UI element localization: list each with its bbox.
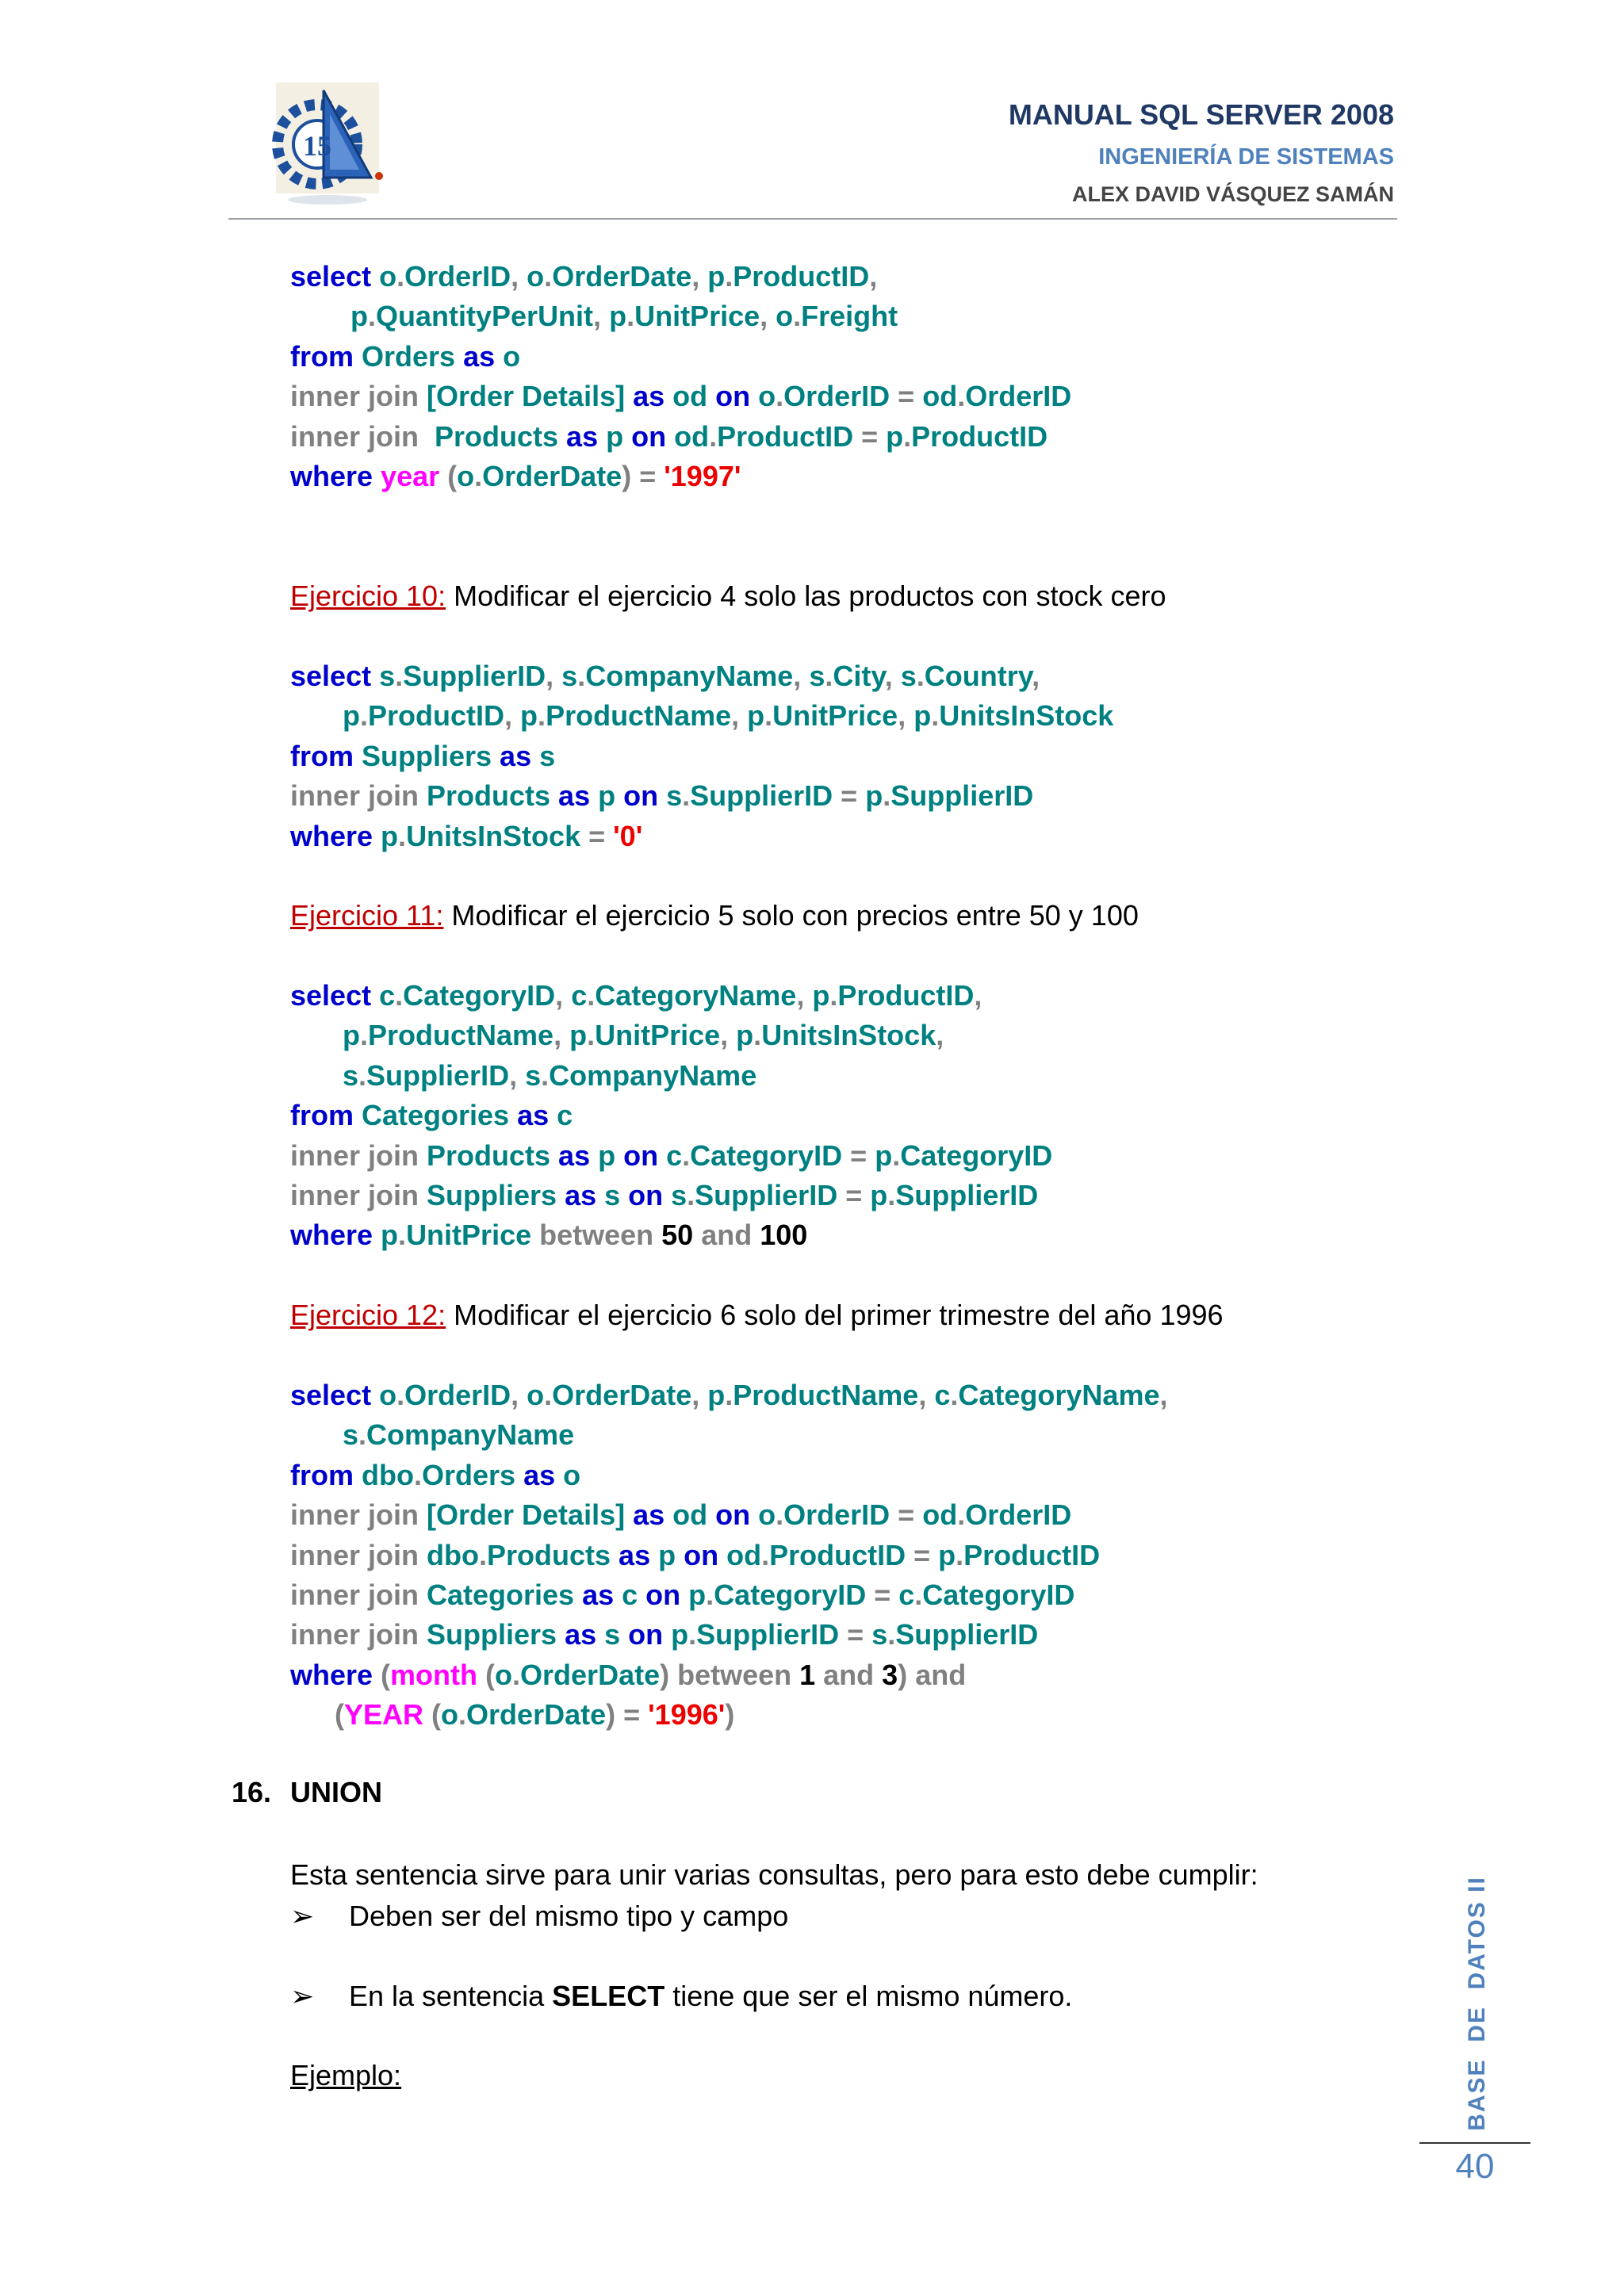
exercise-text: Modificar el ejercicio 4 solo las productos con stock cero <box>446 580 1166 612</box>
code-line: inner join Suppliers as s on p.SupplierID = s.SupplierID <box>290 1618 1039 1651</box>
exercise-text: Modificar el ejercicio 5 solo con precios entre 50 y 100 <box>443 899 1139 932</box>
code-line: s.CompanyName <box>343 1418 575 1452</box>
sql-query-1 <box>290 257 1071 496</box>
page-number: 40 <box>1455 2147 1495 2186</box>
code-line: s.SupplierID, s.CompanyName <box>343 1058 757 1092</box>
manual-title: MANUAL SQL SERVER 2008 <box>1008 98 1394 131</box>
exercise-11 <box>290 896 1139 936</box>
code-line: select c.CategoryID, c.CategoryName, p.ProductID, <box>290 979 982 1012</box>
bullet-item: ➢ En la sentencia SELECT tiene que ser el mismo número. <box>290 1976 1072 2016</box>
exercise-label: Ejercicio 12: <box>290 1299 446 1331</box>
code-line: select s.SupplierID, s.CompanyName, s.City, s.Country, <box>290 660 1040 692</box>
exercise-12 <box>290 1295 1224 1335</box>
code-line: inner join Categories as c on p.CategoryID = c.CategoryID <box>290 1578 1075 1611</box>
code-line: inner join [Order Details] as od on o.OrderID = od.OrderID <box>290 380 1072 413</box>
code-line: where (month (o.OrderDate) between 1 and 3) and <box>290 1658 967 1691</box>
code-line: from Categories as c <box>290 1099 573 1132</box>
code-line: where p.UnitsInStock = '0' <box>290 819 643 852</box>
exercise-label: Ejercicio 11: <box>290 899 444 932</box>
code-line: inner join Products as p on od.ProductID = p.ProductID <box>290 419 1048 453</box>
side-course-label: BASE DE DATOS II <box>1464 1876 1491 2131</box>
code-line: inner join Suppliers as s on s.SupplierID = p.SupplierID <box>290 1178 1039 1211</box>
arrow-bullet-icon: ➢ <box>290 1900 315 1932</box>
code-line: inner join dbo.Products as p on od.ProductID = p.ProductID <box>290 1538 1101 1571</box>
arrow-bullet-icon: ➢ <box>290 1980 315 2012</box>
code-line: where p.UnitPrice between 50 and 100 <box>290 1219 808 1252</box>
svg-text:15: 15 <box>303 130 331 162</box>
code-line: from dbo.Orders as o <box>290 1458 581 1491</box>
manual-subtitle: INGENIERÍA DE SISTEMAS <box>1098 144 1394 170</box>
page-number-rule <box>1419 2142 1530 2144</box>
code-line: where year (o.OrderDate) = '1997' <box>290 459 741 492</box>
code-line: select o.OrderID, o.OrderDate, p.ProductID, <box>290 260 878 293</box>
section-intro: Esta sentencia sirve para unir varias consultas, pero para esto debe cumplir: <box>290 1858 1258 1891</box>
institution-logo <box>268 82 387 209</box>
sql-query-4 <box>290 1376 1168 1735</box>
sql-query-2 <box>290 656 1113 856</box>
code-line: (YEAR (o.OrderDate) = '1996') <box>335 1698 735 1732</box>
section-number: 16. <box>232 1776 272 1808</box>
example-label: Ejemplo: <box>290 2059 402 2091</box>
code-line: inner join Products as p on c.CategoryID = p.CategoryID <box>290 1138 1053 1172</box>
exercise-label: Ejercicio 10: <box>290 580 446 612</box>
exercise-10 <box>290 576 1166 616</box>
exercise-text: Modificar el ejercicio 6 solo del primer trimestre del año 1996 <box>446 1299 1224 1331</box>
sql-query-3 <box>290 976 1052 1256</box>
code-line: p.ProductName, p.UnitPrice, p.UnitsInStock, <box>343 1019 944 1052</box>
code-line: from Suppliers as s <box>290 739 556 772</box>
code-line: p.QuantityPerUnit, p.UnitPrice, o.Freight <box>350 300 898 333</box>
code-line: inner join [Order Details] as od on o.OrderID = od.OrderID <box>290 1498 1072 1532</box>
header-divider <box>228 218 1397 220</box>
code-line: p.ProductID, p.ProductName, p.UnitPrice, p.UnitsInStock <box>343 699 1114 733</box>
code-line: select o.OrderID, o.OrderDate, p.ProductName, c.CategoryName, <box>290 1379 1168 1411</box>
section-title: UNION <box>290 1776 382 1808</box>
manual-author: ALEX DAVID VÁSQUEZ SAMÁN <box>1071 182 1394 206</box>
code-line: from Orders as o <box>290 339 521 373</box>
bullet-item: ➢ Deben ser del mismo tipo y campo <box>290 1896 788 1936</box>
code-line: inner join Products as p on s.SupplierID = p.SupplierID <box>290 779 1034 813</box>
